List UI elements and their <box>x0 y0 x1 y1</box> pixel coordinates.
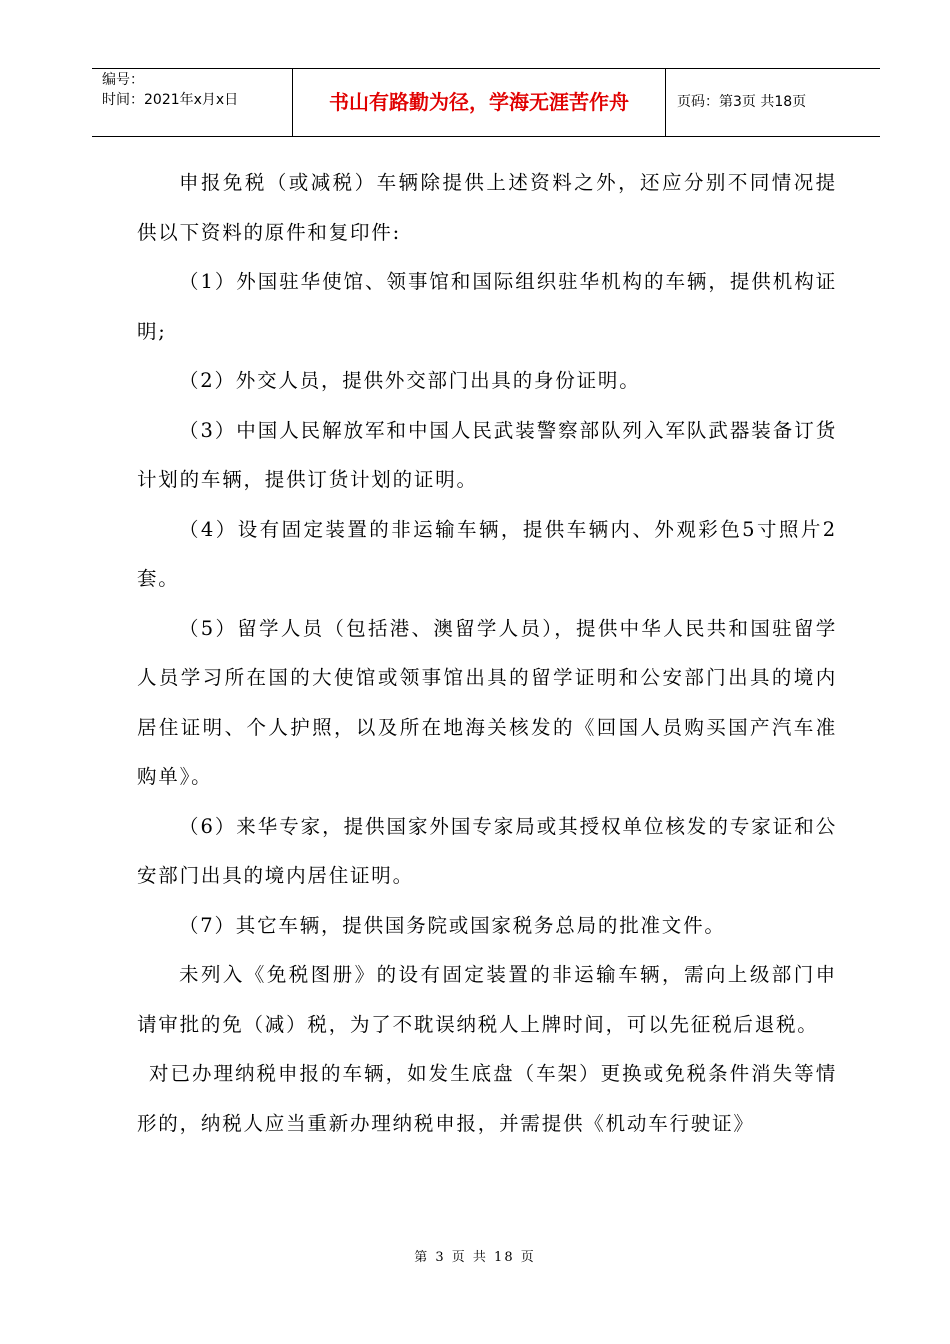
document-time-label: 时间：2021年x月x日 <box>102 92 239 108</box>
paragraph-intro: 申报免税（或减税）车辆除提供上述资料之外，还应分别不同情况提供以下资料的原件和复印件: <box>137 171 837 244</box>
document-body <box>137 158 837 1148</box>
page-footer: 第 3 页 共 18 页 <box>414 1250 536 1265</box>
document-number-label: 编号： <box>102 72 144 88</box>
header-page-info: 页码：第3页 共18页 <box>677 94 807 110</box>
paragraph-item-7: （7）其它车辆，提供国务院或国家税务总局的批准文件。 <box>179 913 726 937</box>
header-meta-cell <box>92 69 293 136</box>
page-header <box>92 68 880 137</box>
header-motto: 书山有路勤为径，学海无涯苦作舟 <box>293 69 666 136</box>
paragraph-redeclaration: 对已办理纳税申报的车辆，如发生底盘（车架）更换或免税条件消失等情形的，纳税人应当重新办理纳税申报，并需提供《机动车行驶证》 <box>137 1062 837 1135</box>
paragraph-item-1: （1）外国驻华使馆、领事馆和国际组织驻华机构的车辆，提供机构证明; <box>137 270 837 343</box>
paragraph-item-2: （2）外交人员，提供外交部门出具的身份证明。 <box>179 369 641 392</box>
paragraph-item-5: （5）留学人员（包括港、澳留学人员），提供中华人民共和国驻留学人员学习所在国的大使馆或领事馆出具的留学证明和公安部门出具的境内居住证明、个人护照，以及所在地海关核发的《回国人员购买国产汽车准购单》。 <box>137 616 837 788</box>
paragraph-item-4: （4）设有固定装置的非运输车辆，提供车辆内、外观彩色5寸照片2套。 <box>137 517 837 590</box>
paragraph-item-6: （6）来华专家，提供国家外国专家局或其授权单位核发的专家证和公安部门出具的境内居住证明。 <box>137 814 837 887</box>
paragraph-exemption-note: 未列入《免税图册》的设有固定装置的非运输车辆，需向上级部门申请审批的免（减）税，为了不耽误纳税人上牌时间，可以先征税后退税。 <box>137 963 837 1036</box>
paragraph-item-3: （3）中国人民解放军和中国人民武装警察部队列入军队武器装备订货计划的车辆，提供订货计划的证明。 <box>137 418 837 491</box>
